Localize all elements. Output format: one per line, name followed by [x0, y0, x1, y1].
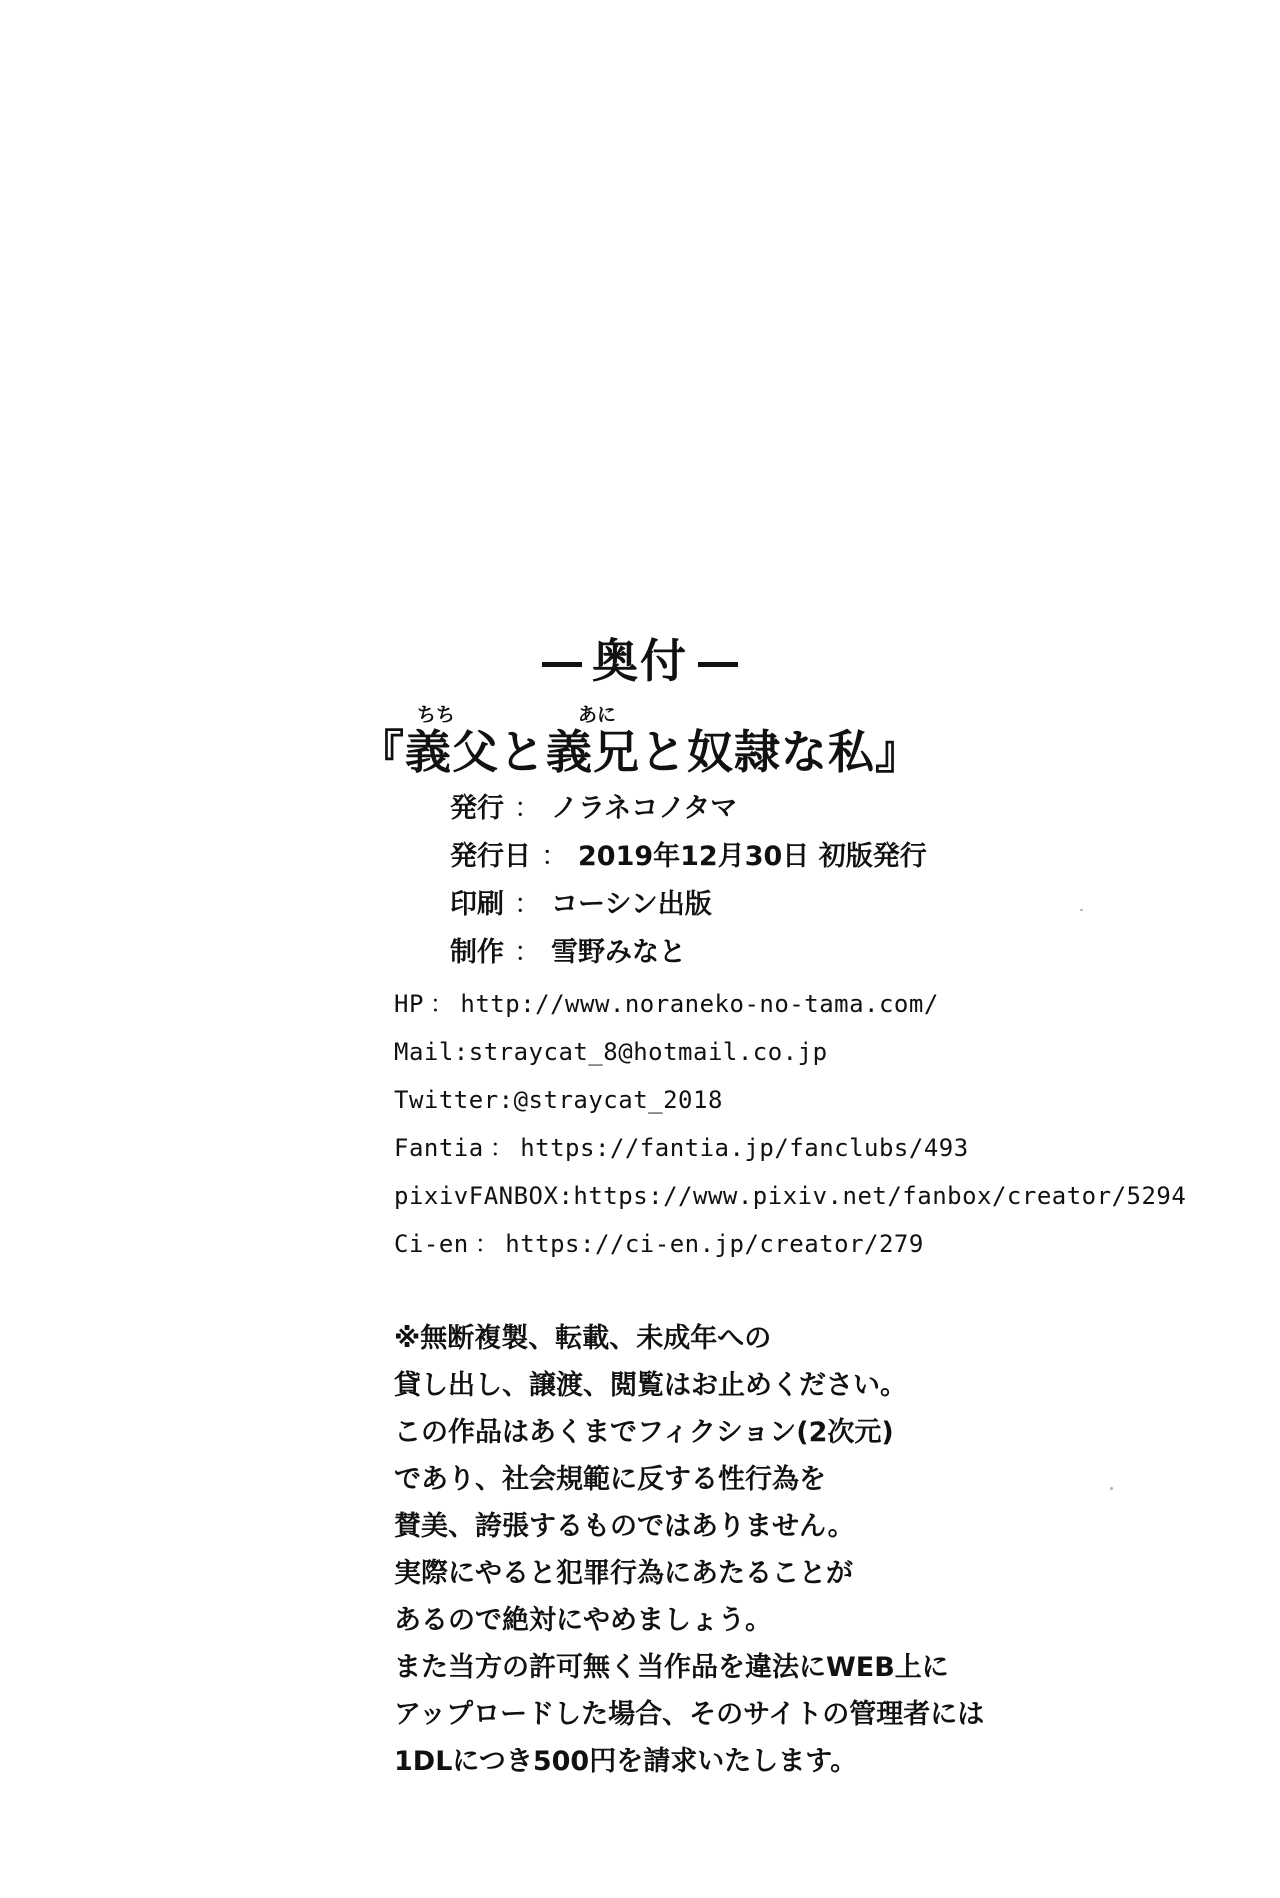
separator: ： [541, 841, 568, 872]
printer-value: コーシン出版 [551, 889, 712, 920]
mail-label: Mail [394, 1038, 454, 1066]
book-title: 『義父と義兄と奴隷な私』 [358, 725, 922, 779]
publish-date-value: 2019年12月30日 初版発行 [578, 841, 927, 872]
author-value: 雪野みなと [551, 937, 686, 968]
fantia-url: https://fantia.jp/fanclubs/493 [520, 1134, 969, 1162]
link-separator: : [453, 1038, 469, 1066]
publish-date-row [450, 833, 927, 881]
homepage-label: HP [394, 990, 424, 1018]
pixiv-fanbox-url: https://www.pixiv.net/fanbox/creator/5294 [573, 1182, 1187, 1210]
twitter-row [394, 1076, 1186, 1124]
scan-speck [1080, 909, 1083, 911]
notice-line: ※無断複製、転載、未成年への [394, 1323, 772, 1354]
header-dash-left [542, 662, 582, 667]
ci-en-row [394, 1220, 1186, 1268]
notice-line: 貸し出し、譲渡、閲覧はお止めください。 [394, 1370, 907, 1401]
colophon-header [0, 631, 1280, 691]
furigana-row [0, 700, 1280, 724]
publication-info [450, 785, 927, 977]
ci-en-url: https://ci-en.jp/creator/279 [505, 1230, 924, 1258]
ci-en-label: Ci-en [394, 1230, 469, 1258]
twitter-label: Twitter [394, 1086, 499, 1114]
pixiv-fanbox-label: pixivFANBOX [394, 1182, 559, 1210]
furigana-chichi: ちち [417, 704, 456, 726]
notice-line: 賛美、誇張するものではありません。 [394, 1511, 855, 1542]
contact-links [394, 980, 1186, 1268]
link-separator: : [498, 1086, 514, 1114]
fantia-row [394, 1124, 1186, 1172]
mail-address: straycat_8@hotmail.co.jp [468, 1038, 828, 1066]
homepage-url: http://www.noraneko-no-tama.com/ [460, 990, 939, 1018]
header-dash-right [698, 662, 738, 667]
separator: ： [514, 937, 541, 968]
link-separator: ： [429, 990, 455, 1018]
notice-line: あるので絶対にやめましょう。 [394, 1605, 772, 1636]
printer-label: 印刷 [450, 889, 504, 920]
printer-row [450, 881, 927, 929]
publisher-label: 発行 [450, 793, 504, 824]
mail-row [394, 1028, 1186, 1076]
colophon-header-text: 奥付 [592, 634, 688, 688]
notice-line: 1DLにつき500円を請求いたします。 [394, 1746, 858, 1777]
notice-line: この作品はあくまでフィクション(2次元) [394, 1417, 894, 1448]
book-title-block [0, 700, 1280, 780]
notice-line: 実際にやると犯罪行為にあたることが [394, 1558, 853, 1589]
notice-line: アップロードした場合、そのサイトの管理者には [394, 1699, 985, 1730]
separator: ： [514, 889, 541, 920]
publisher-value: ノラネコノタマ [551, 793, 738, 824]
copyright-notice [394, 1315, 984, 1785]
link-separator: ： [489, 1134, 515, 1162]
link-separator: ： [474, 1230, 500, 1258]
pixiv-fanbox-row [394, 1172, 1186, 1220]
author-row [450, 929, 927, 977]
author-label: 制作 [450, 937, 504, 968]
homepage-row [394, 980, 1186, 1028]
link-separator: : [558, 1182, 574, 1210]
furigana-ani: あに [578, 704, 617, 726]
separator: ： [514, 793, 541, 824]
publish-date-label: 発行日 [450, 841, 531, 872]
notice-line: であり、社会規範に反する性行為を [394, 1464, 826, 1495]
fantia-label: Fantia [394, 1134, 484, 1162]
twitter-handle: @straycat_2018 [513, 1086, 723, 1114]
publisher-row [450, 785, 927, 833]
scan-speck [1110, 1487, 1113, 1490]
notice-line: また当方の許可無く当作品を違法にWEB上に [394, 1652, 949, 1683]
